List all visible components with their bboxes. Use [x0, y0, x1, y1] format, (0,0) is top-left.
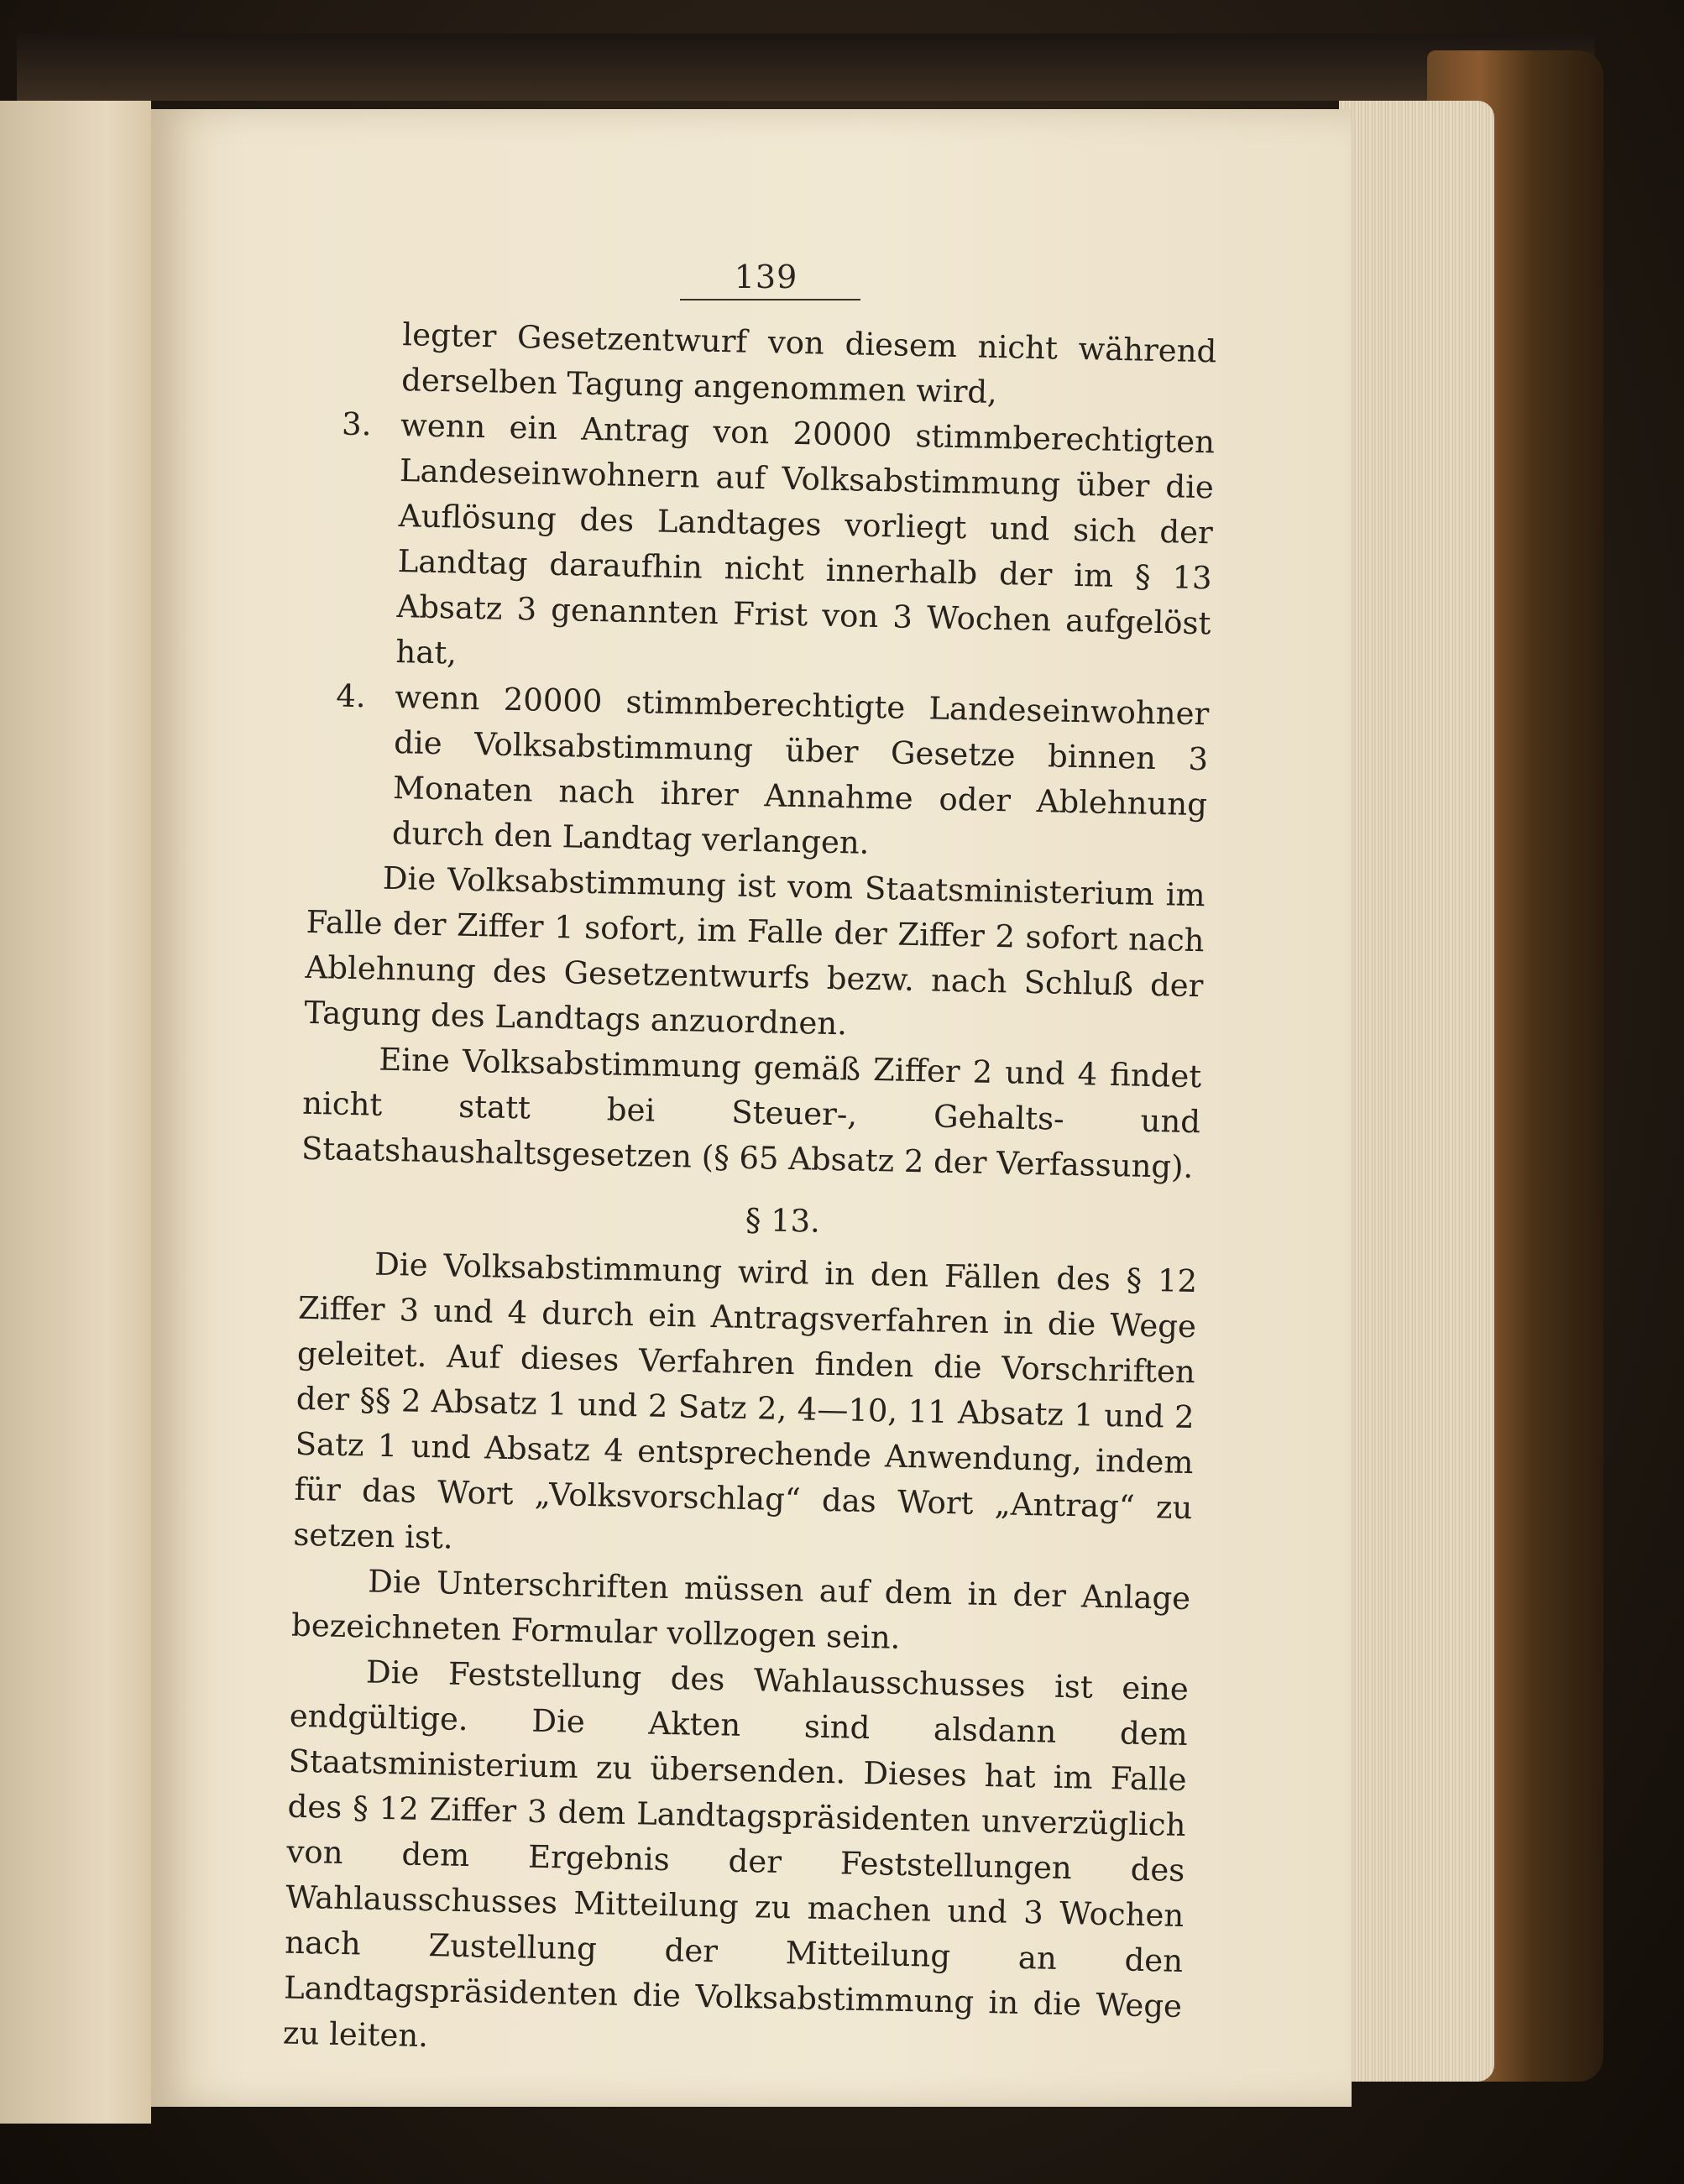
book-cover-top-edge	[17, 34, 1595, 101]
paragraph: Die Volksabstimmung ist vom Staatsministerium im Falle der Ziffer 1 sofort, im Falle der Ziffer 2 sofort nach Ablehnung des Gesetzentwurfs bezw. nach Schluß der Tagung des Landtags anzuordnen.	[304, 859, 1206, 1042]
list-item-text: wenn ein Antrag von 20000 stimmberechtigten Landeseinwohnern auf Volksabstimmung über die Auflösung des Landtages vorliegt und sich der Landtag daraufhin nicht innerhalb der im § 13 Absatz 3 genannten Frist von 3 Wochen aufgelöst hat,	[395, 407, 1216, 671]
list-item-number: 4.	[335, 677, 367, 715]
section-heading: § 13.	[745, 1201, 821, 1240]
page-number: 139	[734, 259, 798, 295]
paragraph: Die Feststellung des Wahlausschusses ist eine endgültige. Die Akten sind alsdann dem Staatsministerium zu übersenden. Dieses hat im Falle des § 12 Ziffer 3 dem Landtagspräsidenten unverzüglich von dem Ergebnis der Feststellungen des Wahlausschusses Mitteilung zu machen und 3 Wochen nach Zustellung der Mitteilung an den Landtagspräsidenten die Volksabstimmung in die Wege zu leiten.	[282, 1654, 1190, 2055]
continuation-text: legter Gesetzentwurf von diesem nicht während derselben Tagung angenommen wird,	[400, 316, 1217, 410]
page-block-edges	[1339, 101, 1494, 2082]
paragraph: Eine Volksabstimmung gemäß Ziffer 2 und 4 findet nicht statt bei Steuer-, Gehalts- und Staatshaushaltsgesetzen (§ 65 Absatz 2 der Verfassung).	[301, 1041, 1202, 1186]
left-page-edge	[0, 101, 151, 2124]
page-text	[282, 311, 1216, 2075]
list-item-4	[307, 673, 1209, 873]
header-rule	[680, 299, 860, 300]
paragraph: Die Unterschriften müssen auf dem in der Anlage bezeichneten Formular vollzogen sein.	[290, 1563, 1191, 1656]
list-item-number: 3.	[341, 405, 372, 443]
list-item-3	[311, 401, 1216, 692]
list-item-text: wenn 20000 stimmberechtigte Landeseinwohner die Volksabstimmung über Gesetze binnen 3 Monaten nach ihrer Annahme oder Ablehnung durch den Landtag verlangen.	[391, 678, 1210, 861]
paragraph: Die Volksabstimmung wird in den Fällen des § 12 Ziffer 3 und 4 durch ein Antragsverfahren in die Wege geleitet. Auf dieses Verfahren finden die Vorschriften der §§ 2 Absatz 1 und 2 Satz 2, 4—10, 11 Absatz 1 und 2 Satz 1 und Absatz 4 entsprechende Anwendung, indem für das Wort „Volksvorschlag“ das Wort „Antrag“ zu setzen ist.	[293, 1246, 1198, 1556]
book-page	[151, 109, 1352, 2107]
